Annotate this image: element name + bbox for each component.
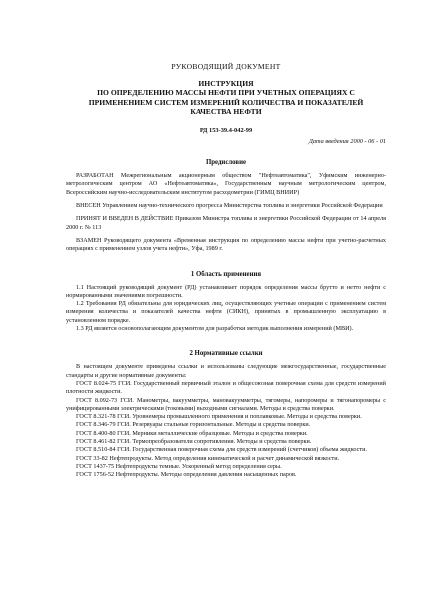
preface-paragraph: ПРИНЯТ И ВВЕДЕН В ДЕЙСТВИЕ Приказом Министра топлива и энергетики Российской Федерации от 14 апреля 2000 г. № 113 <box>66 215 386 231</box>
title-line: ИНСТРУКЦИЯ <box>198 79 254 88</box>
normative-reference: ГОСТ 8.510-84 ГСИ. Государственная поверочная схема для средств измерений (счетчиков) объема жидкости. <box>76 446 367 454</box>
normative-reference: ГОСТ 33-82 Нефтепродукты. Метод определения кинематической и расчет динамической вязкости. <box>76 454 340 462</box>
preface-paragraph: ВНЕСЕН Управлением научно-технического прогресса Министерства топлива и энергетики Российской Федерации <box>76 202 383 210</box>
normative-reference: ГОСТ 8.400-80 ГСИ. Мерники металлические образцовые. Методы и средства поверки. <box>76 429 308 437</box>
title-line: ПО ОПРЕДЕЛЕНИЮ МАССЫ НЕФТИ ПРИ УЧЕТНЫХ ОПЕРАЦИЯХ С <box>97 88 355 98</box>
title-line: КАЧЕСТВА НЕФТИ <box>190 106 262 116</box>
normative-reference: ГОСТ 1437-75 Нефтепродукты темные. Ускоренный метод определения серы. <box>76 462 282 470</box>
normative-reference: ГОСТ 8.346-79 ГСИ. Резервуары стальные горизонтальные. Методы и средства поверки. <box>76 421 311 429</box>
section-1-paragraph: 1.2 Требования РД обязательны для юридических лиц, осуществляющих учетные операции с применением систем измерения количества и показателей качества нефти (СИКН), принятых в промышленную эксплуатацию в установленном порядке. <box>66 300 386 324</box>
section-2-intro: В настоящем документе приведены ссылки и использованы следующие межгосударственные, государственные стандарты и другие нормативные документы: <box>66 363 386 379</box>
normative-reference: ГОСТ 8.321-78 ГСИ. Уровнемеры промышленного применения и поплавковые. Методы и средства поверки. <box>76 413 362 421</box>
normative-reference: ГОСТ 1756-52 Нефтепродукты. Методы определения давления насыщенных паров. <box>76 471 297 479</box>
normative-reference: ГОСТ 8.092-73 ГСИ. Манометры, вакуумметры, мановакуумметры, тягомеры, напоромеры и тягонапоромеры с унифицированными электрическими (токовыми) выходными сигналами. Методы и средства поверки. <box>66 396 386 412</box>
section-1-heading: 1 Область применения <box>190 270 262 278</box>
normative-reference: ГОСТ 8.024-75 ГСИ. Государственный первичный эталон и общесоюзная поверочная схема для средств измерений плотности жидкости. <box>66 379 386 396</box>
preface-paragraph: РАЗРАБОТАН Межрегиональным акционерным обществом "Нефтеавтоматика", Уфимским инженерно-метрологическим центром АО «Нефтеавтоматика», Государственным научным метрологическим центром, Всероссийским научно-исследовательским институтом расходометрии (ГИМЦ ВНИИР) <box>66 172 386 196</box>
section-2-heading: 2 Нормативные ссылки <box>189 350 263 358</box>
preface-paragraph: ВЗАМЕН Руководящего документа «Временная инструкция по определению массы нефти при учетно-расчетных операциях с применением узлов учета нефти», Уфа, 1989 г. <box>66 236 386 253</box>
section-1-paragraph: 1.1 Настоящий руководящий документ (РД) устанавливает порядок определения массы брутто и нетто нефти с нормированными значениями погрешности. <box>66 283 386 299</box>
preface-heading: Предисловие <box>205 159 246 167</box>
document-title <box>66 79 386 116</box>
document-code: РД 153-39.4-042-99 <box>199 127 253 135</box>
normative-reference: ГОСТ 8.461-82 ГСИ. Термопреобразователи сопротивления. Методы и средства поверки. <box>76 438 312 446</box>
section-1-paragraph: 1.3 РД является основополагающим документом для разработки методик выполнения измерений (МВИ). <box>76 325 354 333</box>
title-line: ПРИМЕНЕНИЕМ СИСТЕМ ИЗМЕРЕНИЙ КОЛИЧЕСТВА И ПОКАЗАТЕЛЕЙ <box>88 97 364 107</box>
document-type: РУКОВОДЯЩИЙ ДОКУМЕНТ <box>171 62 281 71</box>
introduction-date: Дата введения 2000 - 06 - 01 <box>308 138 386 146</box>
